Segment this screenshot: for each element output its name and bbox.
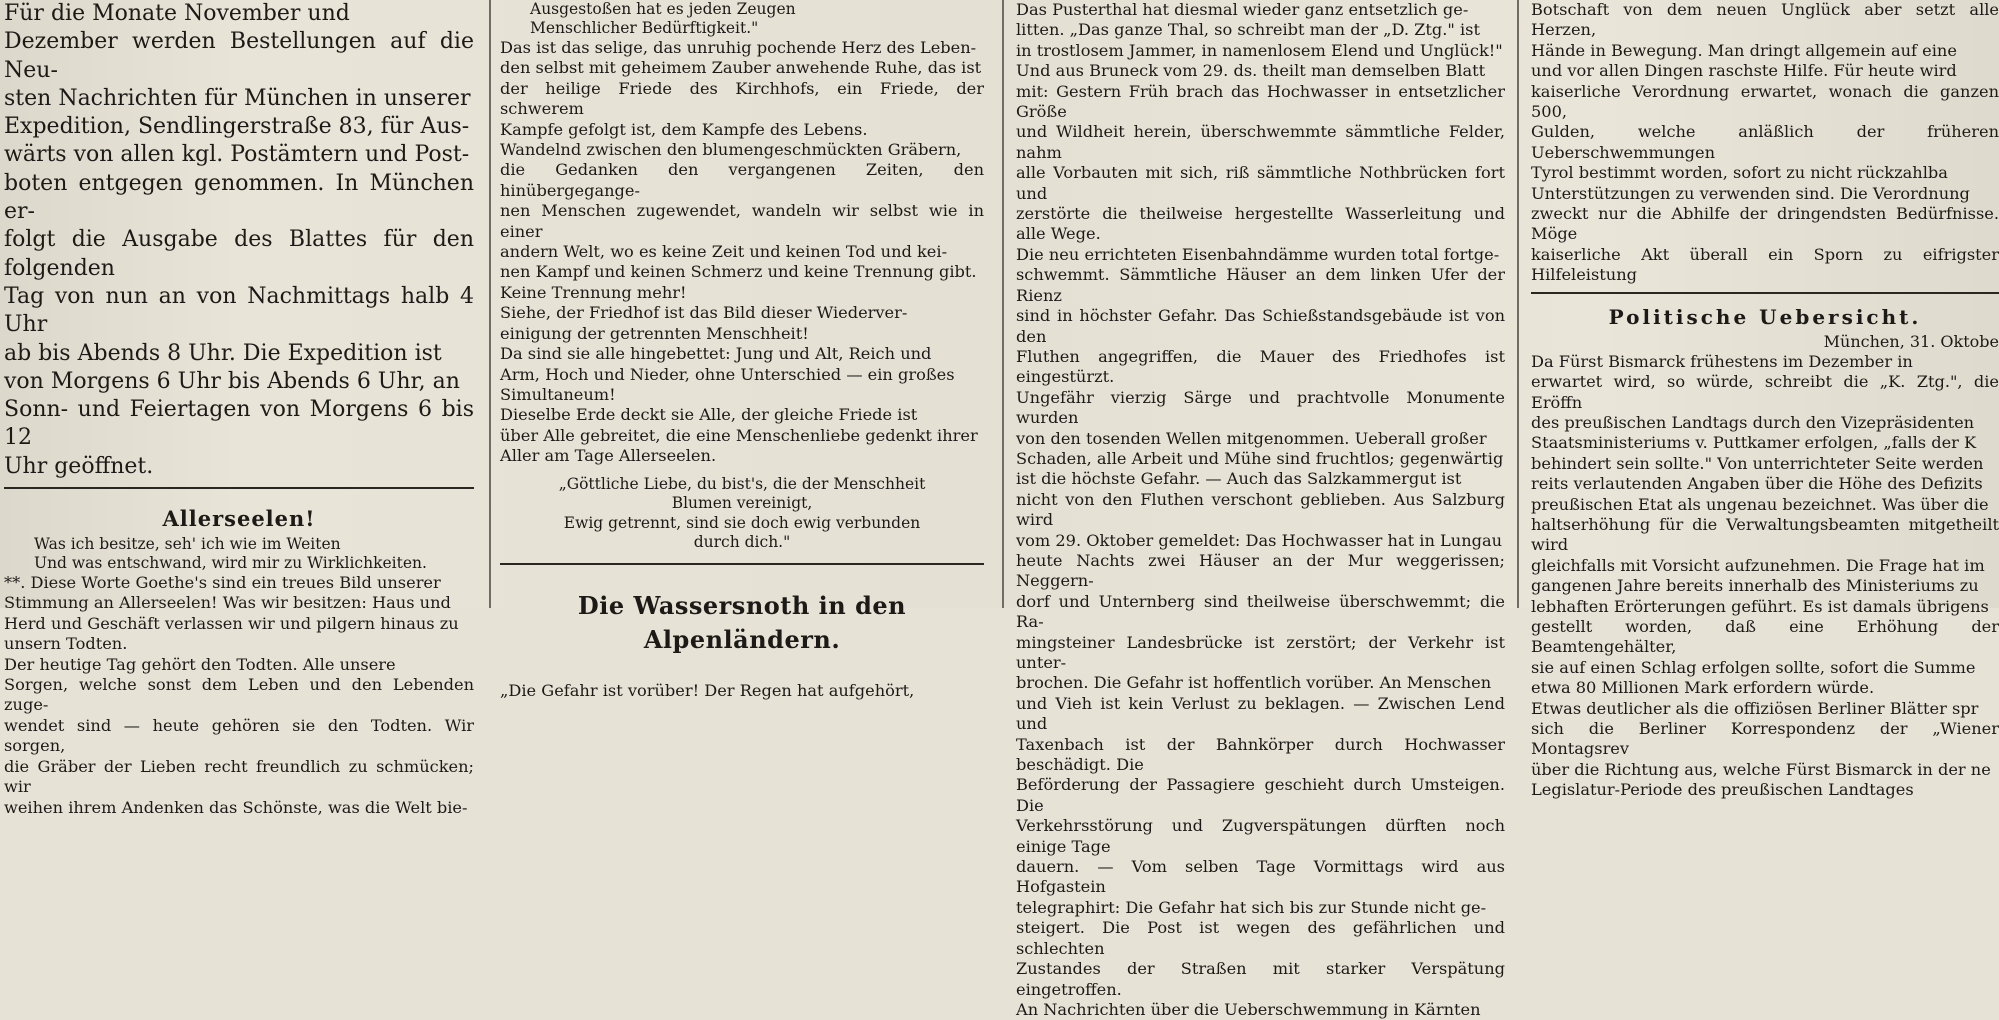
text-line: über Alle gebreitet, die eine Menschenliebe gedenkt ihrer — [500, 425, 978, 445]
text-line: Arm, Hoch und Nieder, ohne Unterschied — ein großes — [500, 364, 955, 384]
verse-line: Menschlicher Bedürftigkeit." — [530, 19, 759, 37]
text-line: und Vieh ist kein Verlust zu beklagen. — Zwischen Lend und — [1016, 693, 1505, 734]
text-line: „Die Gefahr ist vorüber! Der Regen hat aufgehört, — [500, 680, 915, 700]
text-line: Ungefähr vierzig Särge und prachtvolle Monumente wurden — [1016, 387, 1505, 428]
text-line: unsern Todten. — [4, 634, 128, 654]
text-line: mit: Gestern Früh brach das Hochwasser in entsetzlicher Größe — [1016, 81, 1505, 122]
notice-line: Sonn- und Feiertagen von Morgens 6 bis 12 — [4, 397, 474, 451]
column-divider — [1517, 0, 1519, 608]
text-line: sich die Berliner Korrespondenz der „Wiener Montagsrev — [1531, 719, 1999, 759]
notice-line: ab bis Abends 8 Uhr. Die Expedition ist — [4, 340, 442, 366]
text-line: sie auf einen Schlag erfolgen sollte, sofort die Summe — [1531, 657, 1976, 677]
text-line: Hände in Bewegung. Man dringt allgemein auf eine — [1531, 40, 1957, 60]
notice-line: Für die Monate November und — [4, 1, 350, 26]
notice-line: Dezember werden Bestellungen auf die Neu- — [4, 29, 474, 83]
column-divider — [1002, 0, 1004, 608]
column-3 — [1012, 0, 1509, 1019]
friedhof-body — [500, 38, 984, 467]
politische-body — [1531, 352, 1999, 801]
text-line: schwemmt. Sämmtliche Häuser an dem linken Ufer der Rienz — [1016, 265, 1505, 305]
notice-line: von Morgens 6 Uhr bis Abends 6 Uhr, an — [4, 368, 460, 394]
text-line: lebhaften Erörterungen geführt. Es ist damals übrigens — [1531, 596, 1989, 616]
text-line: Tyrol bestimmt worden, sofort zu nicht rückzahlba — [1531, 163, 1948, 183]
text-line: Simultaneum! — [500, 384, 616, 404]
text-line: alle Vorbauten mit sich, riß sämmtliche Nothbrücken fort und — [1016, 163, 1505, 203]
top-verse — [500, 0, 984, 38]
text-line: Der heutige Tag gehört den Todten. Alle unsere — [4, 654, 396, 674]
text-line: zweckt nur die Abhilfe der dringendsten Bedürfnisse. Möge — [1531, 204, 1999, 244]
column-1 — [0, 0, 480, 817]
text-line: Wandelnd zwischen den blumengeschmückten Gräbern, — [500, 140, 962, 160]
text-line: Beförderung der Passagiere geschieht durch Umsteigen. Die — [1016, 775, 1505, 815]
text-line: reits verlautenden Angaben über die Höhe des Defizits — [1531, 474, 1983, 494]
text-line: Schaden, alle Arbeit und Mühe sind fruchtlos; gegenwärtig — [1016, 448, 1504, 468]
text-line: dorf und Unternberg sind theilweise überschwemmt; die Ra- — [1016, 591, 1505, 632]
text-line: Zustandes der Straßen mit starker Verspätung eingetroffen. — [1016, 959, 1505, 999]
text-line: gleichfalls mit Vorsicht aufzunehmen. Die Frage hat im — [1531, 555, 1985, 575]
text-line: Unterstützungen zu verwenden sind. Die Verordnung — [1531, 183, 1970, 203]
text-line: Etwas deutlicher als die offiziösen Berliner Blätter spr — [1531, 698, 1979, 718]
text-line: gestellt worden, daß eine Erhöhung der Beamtengehälter, — [1531, 616, 1999, 657]
text-line: Botschaft von dem neuen Unglück aber setzt alle Herzen, — [1531, 0, 1999, 40]
quote-line: Blumen vereinigt, — [671, 494, 813, 513]
text-line: Sorgen, welche sonst dem Leben und den Lebenden zuge- — [4, 675, 474, 715]
text-line: gangenen Jahre bereits innerhalb des Ministeriums zu — [1531, 576, 1979, 596]
verse-line: Was ich besitze, seh' ich wie im Weiten — [34, 535, 341, 554]
text-line: Stimmung an Allerseelen! Was wir besitzen: Haus und — [4, 593, 451, 613]
text-line: telegraphirt: Die Gefahr hat sich bis zur Stunde nicht ge- — [1016, 897, 1487, 917]
text-line: Verkehrsstörung und Zugverspätungen dürften noch einige Tage — [1016, 816, 1505, 856]
notice-line: Expedition, Sendlingerstraße 83, für Aus- — [4, 114, 470, 140]
verse-line: Und was entschwand, wird mir zu Wirklichkeiten. — [34, 554, 427, 573]
text-line: An Nachrichten über die Ueberschwemmung in Kärnten — [1016, 999, 1481, 1019]
notice-line: Uhr geöffnet. — [4, 453, 154, 479]
text-line: steigert. Die Post ist wegen des gefährlichen und schlechten — [1016, 918, 1505, 958]
text-line: ist die höchste Gefahr. — Auch das Salzkammergut ist — [1016, 469, 1462, 489]
text-line: den selbst mit geheimem Zauber anwehende Ruhe, das ist — [500, 58, 982, 78]
subscription-notice — [4, 0, 474, 481]
allerseelen-heading: Allerseelen! — [162, 506, 316, 532]
column-divider — [489, 0, 491, 608]
text-line: in trostlosem Jammer, in namenlosem Elend und Unglück!" — [1016, 40, 1503, 60]
text-line: wendet sind — heute gehören sie den Todten. Wir sorgen, — [4, 715, 474, 756]
text-line: nicht von den Fluthen verschont geblieben. Aus Salzburg wird — [1016, 489, 1505, 530]
text-line: heute Nachts zwei Häuser an der Mur weggerissen; Neggern- — [1016, 550, 1505, 591]
text-line: die Gedanken den vergangenen Zeiten, den hinübergegange- — [500, 160, 984, 200]
text-line: weihen ihrem Andenken das Schönste, was die Welt bie- — [4, 797, 468, 817]
text-line: Das Pusterthal hat diesmal wieder ganz entsetzlich ge- — [1016, 0, 1469, 19]
text-line: Das ist das selige, das unruhig pochende Herz des Leben- — [500, 38, 977, 57]
quote-line: Ewig getrennt, sind sie doch ewig verbunden — [563, 513, 921, 532]
text-line: Herd und Geschäft verlassen wir und pilgern hinaus zu — [4, 613, 459, 633]
text-line: Fluthen angegriffen, die Mauer des Friedhofes ist eingestürzt. — [1016, 346, 1505, 387]
text-line: zerstörte die theilweise hergestellte Wasserleitung und alle Wege. — [1016, 204, 1505, 244]
text-line: des preußischen Landtags durch den Vizepräsidenten — [1531, 412, 1975, 432]
text-line: Legislatur-Periode des preußischen Landtages — [1531, 780, 1914, 800]
text-line: Da sind sie alle hingebettet: Jung und Alt, Reich und — [500, 344, 932, 364]
text-line: einigung der getrennten Menschheit! — [500, 323, 809, 343]
notice-line: Tag von nun an von Nachmittags halb 4 Uhr — [4, 283, 474, 338]
verse-line: Ausgestoßen hat es jeden Zeugen — [530, 0, 796, 18]
goettliche-liebe-quote — [500, 475, 984, 553]
goethe-verse — [4, 535, 474, 573]
text-line: der heilige Friede des Kirchhofs, ein Friede, der schwerem — [500, 78, 984, 119]
notice-line: folgt die Ausgabe des Blattes für den folgenden — [4, 227, 474, 281]
separator-rule — [500, 563, 984, 565]
text-line: Aller am Tage Allerseelen. — [500, 446, 717, 466]
text-line: Gulden, welche anläßlich der früheren Ueberschwemmungen — [1531, 122, 1999, 162]
text-line: litten. „Das ganze Thal, so schreibt man der „D. Ztg." ist — [1016, 20, 1480, 40]
text-line: Die neu errichteten Eisenbahndämme wurden total fortge- — [1016, 244, 1500, 264]
text-line: und vor allen Dingen raschste Hilfe. Für heute wird — [1531, 61, 1957, 81]
notice-line: boten entgegen genommen. In München er- — [4, 170, 474, 225]
text-line: brochen. Die Gefahr ist hoffentlich vorüber. An Menschen — [1016, 673, 1492, 693]
text-line: Staatsministeriums v. Puttkamer erfolgen, „falls der K — [1531, 433, 1977, 453]
separator-rule — [4, 487, 474, 489]
text-line: von den tosenden Wellen mitgenommen. Ueberall großer — [1016, 428, 1487, 448]
text-line: über die Richtung aus, welche Fürst Bismarck in der ne — [1531, 759, 1991, 779]
text-line: mingsteiner Landesbrücke ist zerstört; der Verkehr ist unter- — [1016, 632, 1505, 672]
text-line: Keine Trennung mehr! — [500, 282, 687, 302]
relief-report — [1531, 0, 1999, 286]
text-line: Da Fürst Bismarck frühestens im Dezember in — [1531, 351, 1913, 371]
column-4 — [1527, 0, 1999, 800]
wassersnoth-heading: Die Wassersnoth in den Alpenländern. — [577, 590, 907, 654]
text-line: etwa 80 Millionen Mark erfordern würde. — [1531, 678, 1875, 698]
text-line: dauern. — Vom selben Tage Vormittags wird aus Hofgastein — [1016, 857, 1505, 897]
text-line: Kampfe gefolgt ist, dem Kampfe des Lebens. — [500, 119, 868, 139]
text-line: nen Menschen zugewendet, wandeln wir selbst wie in einer — [500, 201, 984, 241]
politische-heading: Politische Uebersicht. — [1608, 304, 1922, 329]
wassersnoth-body — [500, 681, 984, 701]
text-line: andern Welt, wo es keine Zeit und keinen Tod und kei- — [500, 242, 948, 262]
text-line: preußischen Etat als ungenau bezeichnet. Was über die — [1531, 494, 1989, 514]
allerseelen-body — [4, 573, 474, 818]
text-line: **. Diese Worte Goethe's sind ein treues Bild unserer — [4, 573, 441, 593]
text-line: nen Kampf und keinen Schmerz und keine Trennung gibt. — [500, 262, 977, 282]
text-line: kaiserliche Verordnung erwartet, wonach die ganzen 500, — [1531, 81, 1999, 122]
quote-line: „Göttliche Liebe, du bist's, die der Menschheit — [558, 474, 926, 493]
notice-line: wärts von allen kgl. Postämtern und Post- — [4, 142, 470, 168]
text-line: erwartet wird, so würde, schreibt die „K. Ztg.", die Eröffn — [1531, 372, 1999, 412]
text-line: und Wildheit herein, überschwemmte sämmtliche Felder, nahm — [1016, 122, 1505, 162]
dateline: München, 31. Oktobe — [1823, 331, 1999, 351]
text-line: Siehe, der Friedhof ist das Bild dieser Wiederver- — [500, 303, 908, 323]
text-line: kaiserliche Akt überall ein Sporn zu eifrigster Hilfeleistung — [1531, 244, 1999, 285]
text-line: Taxenbach ist der Bahnkörper durch Hochwasser beschädigt. Die — [1016, 734, 1505, 775]
pusterthal-report — [1016, 0, 1505, 1020]
separator-rule — [1531, 292, 1999, 294]
quote-line: durch dich." — [693, 533, 791, 552]
text-line: Dieselbe Erde deckt sie Alle, der gleiche Friede ist — [500, 405, 918, 425]
text-line: sind in höchster Gefahr. Das Schießstandsgebäude ist von den — [1016, 306, 1505, 346]
text-line: die Gräber der Lieben recht freundlich zu schmücken; wir — [4, 756, 474, 797]
text-line: behindert sein sollte." Von unterrichteter Seite werden — [1531, 453, 1984, 473]
column-2 — [496, 0, 988, 700]
text-line: haltserhöhung für die Verwaltungsbeamten mitgetheilt wird — [1531, 514, 1999, 555]
notice-line: sten Nachrichten für München in unserer — [4, 85, 471, 111]
text-line: Und aus Bruneck vom 29. ds. theilt man demselben Blatt — [1016, 61, 1486, 81]
text-line: vom 29. Oktober gemeldet: Das Hochwasser hat in Lungau — [1016, 530, 1503, 550]
